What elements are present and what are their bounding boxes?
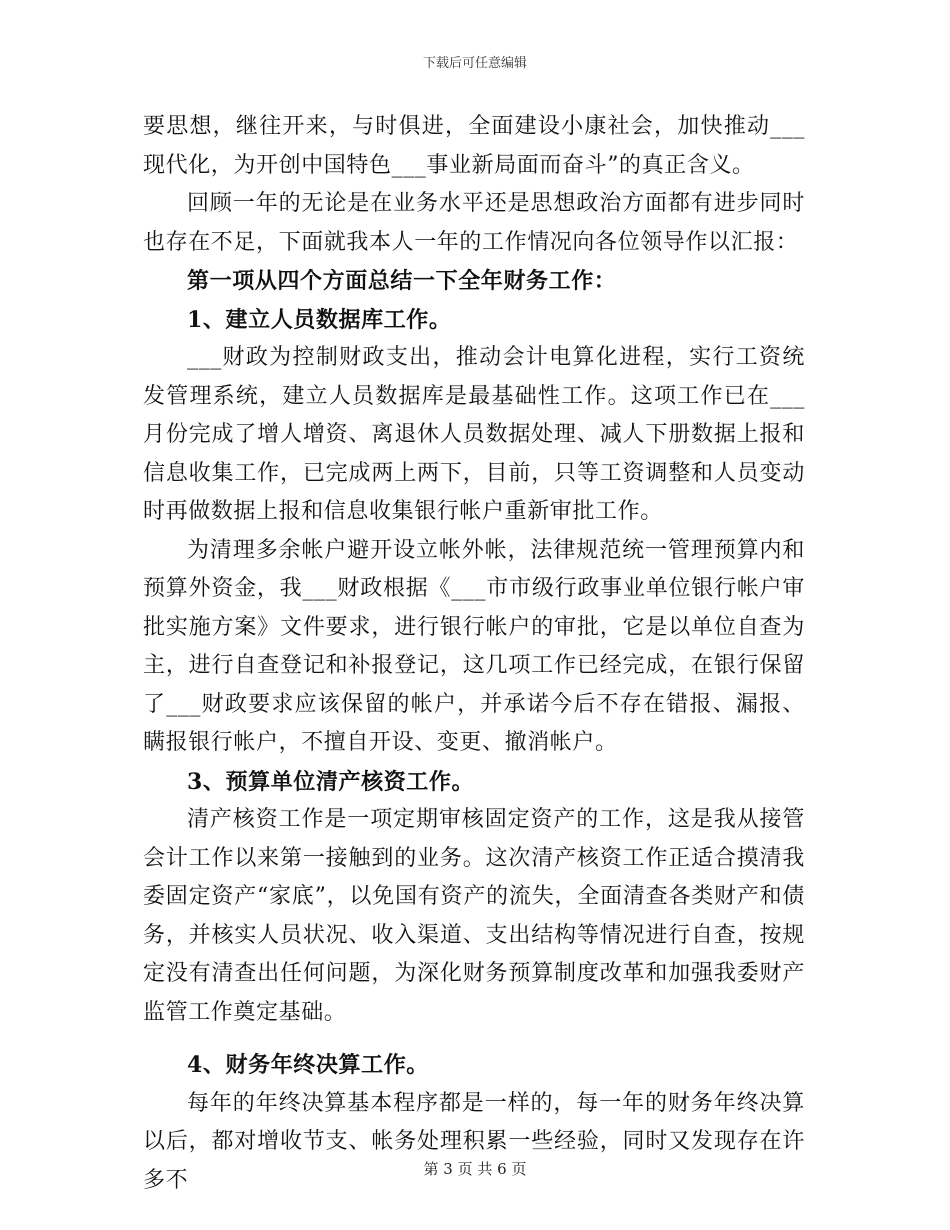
section-heading-1: 第一项从四个方面总结一下全年财务工作： [187,268,617,294]
paragraph-2: 回顾一年的无论是在业务水平还是思想政治方面都有进步同时也存在不足，下面就我本人一年的工作情况向各位领导作以汇报： [143,191,805,255]
paragraph-4: 为清理多余帐户避开设立帐外帐，法律规范统一管理预算内和预算外资金，我___财政根据《___市市级行政事业单位银行帐户审批实施方案》文件要求，进行银行帐户的审批，它是以单位自查为主，进行自查登记和补报登记，这几项工作已经完成，在银行保留了___财政要求应该保留的帐户，并承诺今后不存在错报、漏报、瞒报银行帐户，不擅自开设、变更、撤消帐户。 [143,537,805,755]
paragraph-6: 每年的年终决算基本程序都是一样的，每一年的财务年终决算以后，都对增收节支、帐务处理积累一些经验，同时又发现存在许多不 [143,1090,805,1193]
subsection-heading-3: 3、预算单位清产核资工作。 [187,768,475,795]
page-number-footer: 第 3 页 共 6 页 [423,1160,527,1178]
page-header: 下载后可任意编辑 [422,56,527,71]
document-body [143,108,805,1200]
paragraph-5: 清产核资工作是一项定期审核固定资产的工作，这是我从接管会计工作以来第一接触到的业务。这次清产核资工作正适合摸清我委固定资产“家底”，以免国有资产的流失，全面清查各类财产和债务，并核实人员状况、收入渠道、支出结构等情况进行自查，按规定没有清查出任何问题，为深化财务预算制度改革和加强我委财产监管工作奠定基础。 [143,807,805,1025]
subsection-heading-1: 1、建立人员数据库工作。 [187,306,452,333]
subsection-heading-4: 4、财务年终决算工作。 [187,1052,429,1078]
paragraph-3: ___财政为控制财政支出，推动会计电算化进程，实行工资统发管理系统，建立人员数据库是最基础性工作。这项工作已在___月份完成了增人增资、离退休人员数据处理、减人下册数据上报和信息收集工作，已完成两上两下，目前，只等工资调整和人员变动时再做数据上报和信息收集银行帐户重新审批工作。 [143,345,805,524]
paragraph-1: 要思想，继往开来，与时俱进，全面建设小康社会，加快推动___现代化，为开创中国特色___事业新局面而奋斗”的真正含义。 [143,114,805,178]
